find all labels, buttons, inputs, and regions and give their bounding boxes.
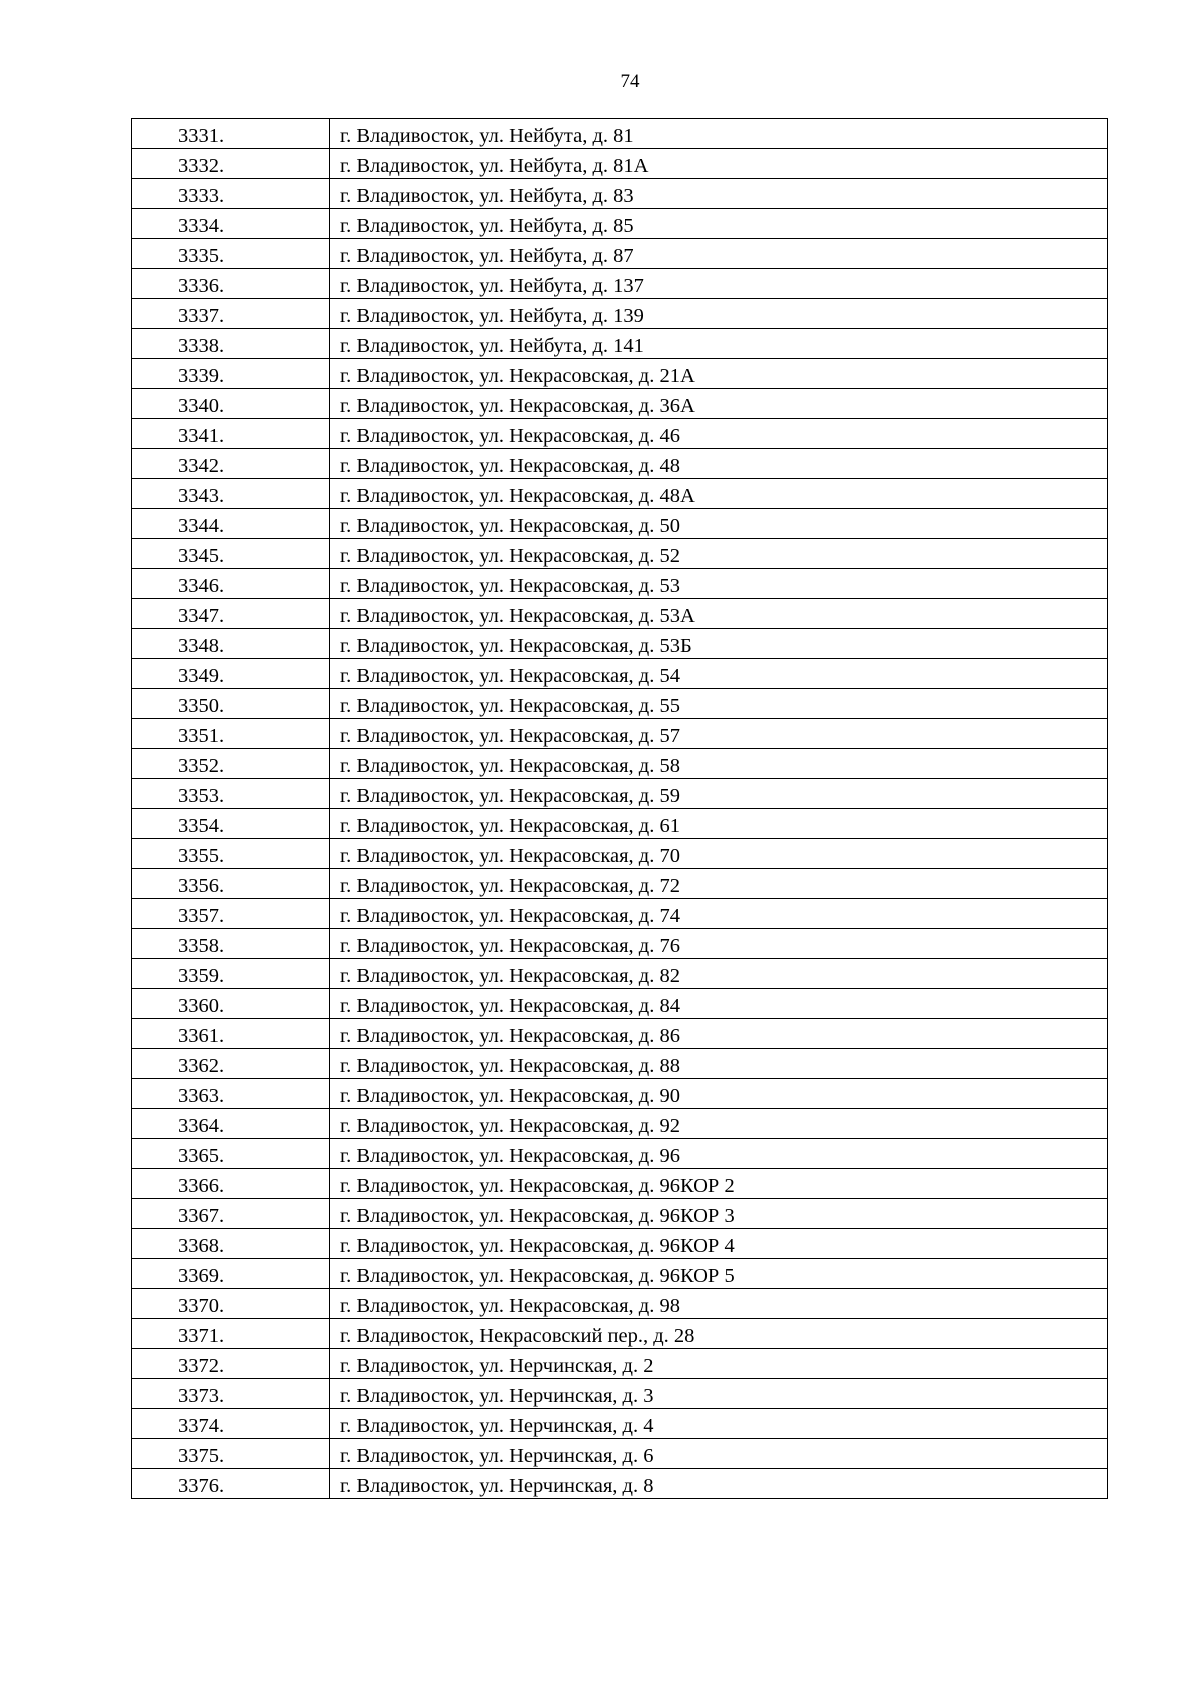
page-number: 74 xyxy=(620,71,640,92)
table-row xyxy=(132,959,1108,989)
table-row xyxy=(132,209,1108,239)
address-cell: г. Владивосток, ул. Нерчинская, д. 4 xyxy=(330,1409,1108,1439)
address-cell: г. Владивосток, ул. Нерчинская, д. 8 xyxy=(330,1469,1108,1499)
table-row xyxy=(132,1169,1108,1199)
row-number-cell: 3369. xyxy=(132,1259,330,1289)
row-number-cell: 3365. xyxy=(132,1139,330,1169)
table-row xyxy=(132,599,1108,629)
address-cell: г. Владивосток, ул. Нейбута, д. 83 xyxy=(330,179,1108,209)
row-number-cell: 3335. xyxy=(132,239,330,269)
table-row xyxy=(132,929,1108,959)
table-row xyxy=(132,719,1108,749)
table-row xyxy=(132,449,1108,479)
address-cell: г. Владивосток, ул. Некрасовская, д. 57 xyxy=(330,719,1108,749)
table-row xyxy=(132,509,1108,539)
row-number-cell: 3362. xyxy=(132,1049,330,1079)
address-cell: г. Владивосток, ул. Некрасовская, д. 50 xyxy=(330,509,1108,539)
address-cell: г. Владивосток, ул. Нерчинская, д. 2 xyxy=(330,1349,1108,1379)
table-row xyxy=(132,1199,1108,1229)
row-number-cell: 3372. xyxy=(132,1349,330,1379)
address-cell: г. Владивосток, ул. Некрасовская, д. 96КОР 3 xyxy=(330,1199,1108,1229)
table-row xyxy=(132,479,1108,509)
table-row xyxy=(132,1319,1108,1349)
address-cell: г. Владивосток, ул. Некрасовская, д. 98 xyxy=(330,1289,1108,1319)
row-number-cell: 3332. xyxy=(132,149,330,179)
row-number-cell: 3357. xyxy=(132,899,330,929)
table-row xyxy=(132,1409,1108,1439)
row-number-cell: 3353. xyxy=(132,779,330,809)
address-cell: г. Владивосток, ул. Некрасовская, д. 21А xyxy=(330,359,1108,389)
address-cell: г. Владивосток, ул. Нейбута, д. 141 xyxy=(330,329,1108,359)
row-number-cell: 3347. xyxy=(132,599,330,629)
table-row xyxy=(132,749,1108,779)
row-number-cell: 3352. xyxy=(132,749,330,779)
address-cell: г. Владивосток, ул. Некрасовская, д. 74 xyxy=(330,899,1108,929)
row-number-cell: 3344. xyxy=(132,509,330,539)
table-row xyxy=(132,149,1108,179)
table-row xyxy=(132,869,1108,899)
row-number-cell: 3358. xyxy=(132,929,330,959)
table-row xyxy=(132,779,1108,809)
table-row xyxy=(132,1079,1108,1109)
table-row xyxy=(132,419,1108,449)
address-cell: г. Владивосток, ул. Некрасовская, д. 53Б xyxy=(330,629,1108,659)
table-row xyxy=(132,629,1108,659)
address-cell: г. Владивосток, ул. Нейбута, д. 139 xyxy=(330,299,1108,329)
address-cell: г. Владивосток, ул. Некрасовская, д. 61 xyxy=(330,809,1108,839)
address-cell: г. Владивосток, ул. Некрасовская, д. 53 xyxy=(330,569,1108,599)
address-table-body xyxy=(132,119,1108,1499)
address-cell: г. Владивосток, ул. Некрасовская, д. 96КОР 2 xyxy=(330,1169,1108,1199)
row-number-cell: 3373. xyxy=(132,1379,330,1409)
row-number-cell: 3342. xyxy=(132,449,330,479)
address-cell: г. Владивосток, ул. Нерчинская, д. 6 xyxy=(330,1439,1108,1469)
table-row xyxy=(132,1229,1108,1259)
address-cell: г. Владивосток, ул. Некрасовская, д. 53А xyxy=(330,599,1108,629)
row-number-cell: 3371. xyxy=(132,1319,330,1349)
row-number-cell: 3336. xyxy=(132,269,330,299)
row-number-cell: 3349. xyxy=(132,659,330,689)
address-cell: г. Владивосток, ул. Некрасовская, д. 58 xyxy=(330,749,1108,779)
row-number-cell: 3337. xyxy=(132,299,330,329)
address-cell: г. Владивосток, ул. Некрасовская, д. 86 xyxy=(330,1019,1108,1049)
row-number-cell: 3351. xyxy=(132,719,330,749)
row-number-cell: 3333. xyxy=(132,179,330,209)
table-row xyxy=(132,1049,1108,1079)
table-row xyxy=(132,539,1108,569)
row-number-cell: 3359. xyxy=(132,959,330,989)
table-row xyxy=(132,239,1108,269)
row-number-cell: 3331. xyxy=(132,119,330,149)
address-cell: г. Владивосток, ул. Некрасовская, д. 72 xyxy=(330,869,1108,899)
row-number-cell: 3334. xyxy=(132,209,330,239)
row-number-cell: 3364. xyxy=(132,1109,330,1139)
address-table xyxy=(131,118,1108,1499)
address-cell: г. Владивосток, ул. Нейбута, д. 87 xyxy=(330,239,1108,269)
row-number-cell: 3341. xyxy=(132,419,330,449)
table-row xyxy=(132,1109,1108,1139)
address-cell: г. Владивосток, ул. Некрасовская, д. 46 xyxy=(330,419,1108,449)
row-number-cell: 3374. xyxy=(132,1409,330,1439)
row-number-cell: 3366. xyxy=(132,1169,330,1199)
table-row xyxy=(132,179,1108,209)
address-cell: г. Владивосток, ул. Нерчинская, д. 3 xyxy=(330,1379,1108,1409)
row-number-cell: 3370. xyxy=(132,1289,330,1319)
row-number-cell: 3361. xyxy=(132,1019,330,1049)
row-number-cell: 3376. xyxy=(132,1469,330,1499)
row-number-cell: 3340. xyxy=(132,389,330,419)
row-number-cell: 3356. xyxy=(132,869,330,899)
row-number-cell: 3375. xyxy=(132,1439,330,1469)
table-row xyxy=(132,1349,1108,1379)
table-row xyxy=(132,269,1108,299)
table-row xyxy=(132,1379,1108,1409)
row-number-cell: 3368. xyxy=(132,1229,330,1259)
address-cell: г. Владивосток, Некрасовский пер., д. 28 xyxy=(330,1319,1108,1349)
row-number-cell: 3346. xyxy=(132,569,330,599)
table-row xyxy=(132,359,1108,389)
table-row xyxy=(132,1289,1108,1319)
table-row xyxy=(132,659,1108,689)
table-row xyxy=(132,1019,1108,1049)
table-row xyxy=(132,1139,1108,1169)
row-number-cell: 3350. xyxy=(132,689,330,719)
address-cell: г. Владивосток, ул. Некрасовская, д. 48 xyxy=(330,449,1108,479)
row-number-cell: 3338. xyxy=(132,329,330,359)
address-cell: г. Владивосток, ул. Некрасовская, д. 96КОР 4 xyxy=(330,1229,1108,1259)
address-cell: г. Владивосток, ул. Некрасовская, д. 55 xyxy=(330,689,1108,719)
address-cell: г. Владивосток, ул. Некрасовская, д. 70 xyxy=(330,839,1108,869)
address-cell: г. Владивосток, ул. Некрасовская, д. 59 xyxy=(330,779,1108,809)
table-row xyxy=(132,989,1108,1019)
address-cell: г. Владивосток, ул. Нейбута, д. 137 xyxy=(330,269,1108,299)
table-row xyxy=(132,1469,1108,1499)
row-number-cell: 3355. xyxy=(132,839,330,869)
table-row xyxy=(132,299,1108,329)
row-number-cell: 3367. xyxy=(132,1199,330,1229)
address-cell: г. Владивосток, ул. Некрасовская, д. 54 xyxy=(330,659,1108,689)
table-row xyxy=(132,1439,1108,1469)
row-number-cell: 3345. xyxy=(132,539,330,569)
row-number-cell: 3354. xyxy=(132,809,330,839)
row-number-cell: 3348. xyxy=(132,629,330,659)
address-cell: г. Владивосток, ул. Некрасовская, д. 76 xyxy=(330,929,1108,959)
row-number-cell: 3363. xyxy=(132,1079,330,1109)
address-cell: г. Владивосток, ул. Некрасовская, д. 52 xyxy=(330,539,1108,569)
address-cell: г. Владивосток, ул. Некрасовская, д. 88 xyxy=(330,1049,1108,1079)
address-cell: г. Владивосток, ул. Некрасовская, д. 96КОР 5 xyxy=(330,1259,1108,1289)
address-cell: г. Владивосток, ул. Некрасовская, д. 82 xyxy=(330,959,1108,989)
table-row xyxy=(132,329,1108,359)
table-row xyxy=(132,1259,1108,1289)
address-cell: г. Владивосток, ул. Нейбута, д. 81 xyxy=(330,119,1108,149)
address-cell: г. Владивосток, ул. Некрасовская, д. 92 xyxy=(330,1109,1108,1139)
address-cell: г. Владивосток, ул. Некрасовская, д. 36А xyxy=(330,389,1108,419)
address-cell: г. Владивосток, ул. Нейбута, д. 81А xyxy=(330,149,1108,179)
table-row xyxy=(132,809,1108,839)
row-number-cell: 3339. xyxy=(132,359,330,389)
address-cell: г. Владивосток, ул. Некрасовская, д. 90 xyxy=(330,1079,1108,1109)
table-row xyxy=(132,389,1108,419)
table-row xyxy=(132,689,1108,719)
address-cell: г. Владивосток, ул. Некрасовская, д. 84 xyxy=(330,989,1108,1019)
row-number-cell: 3343. xyxy=(132,479,330,509)
address-cell: г. Владивосток, ул. Нейбута, д. 85 xyxy=(330,209,1108,239)
table-row xyxy=(132,119,1108,149)
table-row xyxy=(132,569,1108,599)
table-row xyxy=(132,839,1108,869)
address-cell: г. Владивосток, ул. Некрасовская, д. 48А xyxy=(330,479,1108,509)
address-cell: г. Владивосток, ул. Некрасовская, д. 96 xyxy=(330,1139,1108,1169)
table-row xyxy=(132,899,1108,929)
row-number-cell: 3360. xyxy=(132,989,330,1019)
